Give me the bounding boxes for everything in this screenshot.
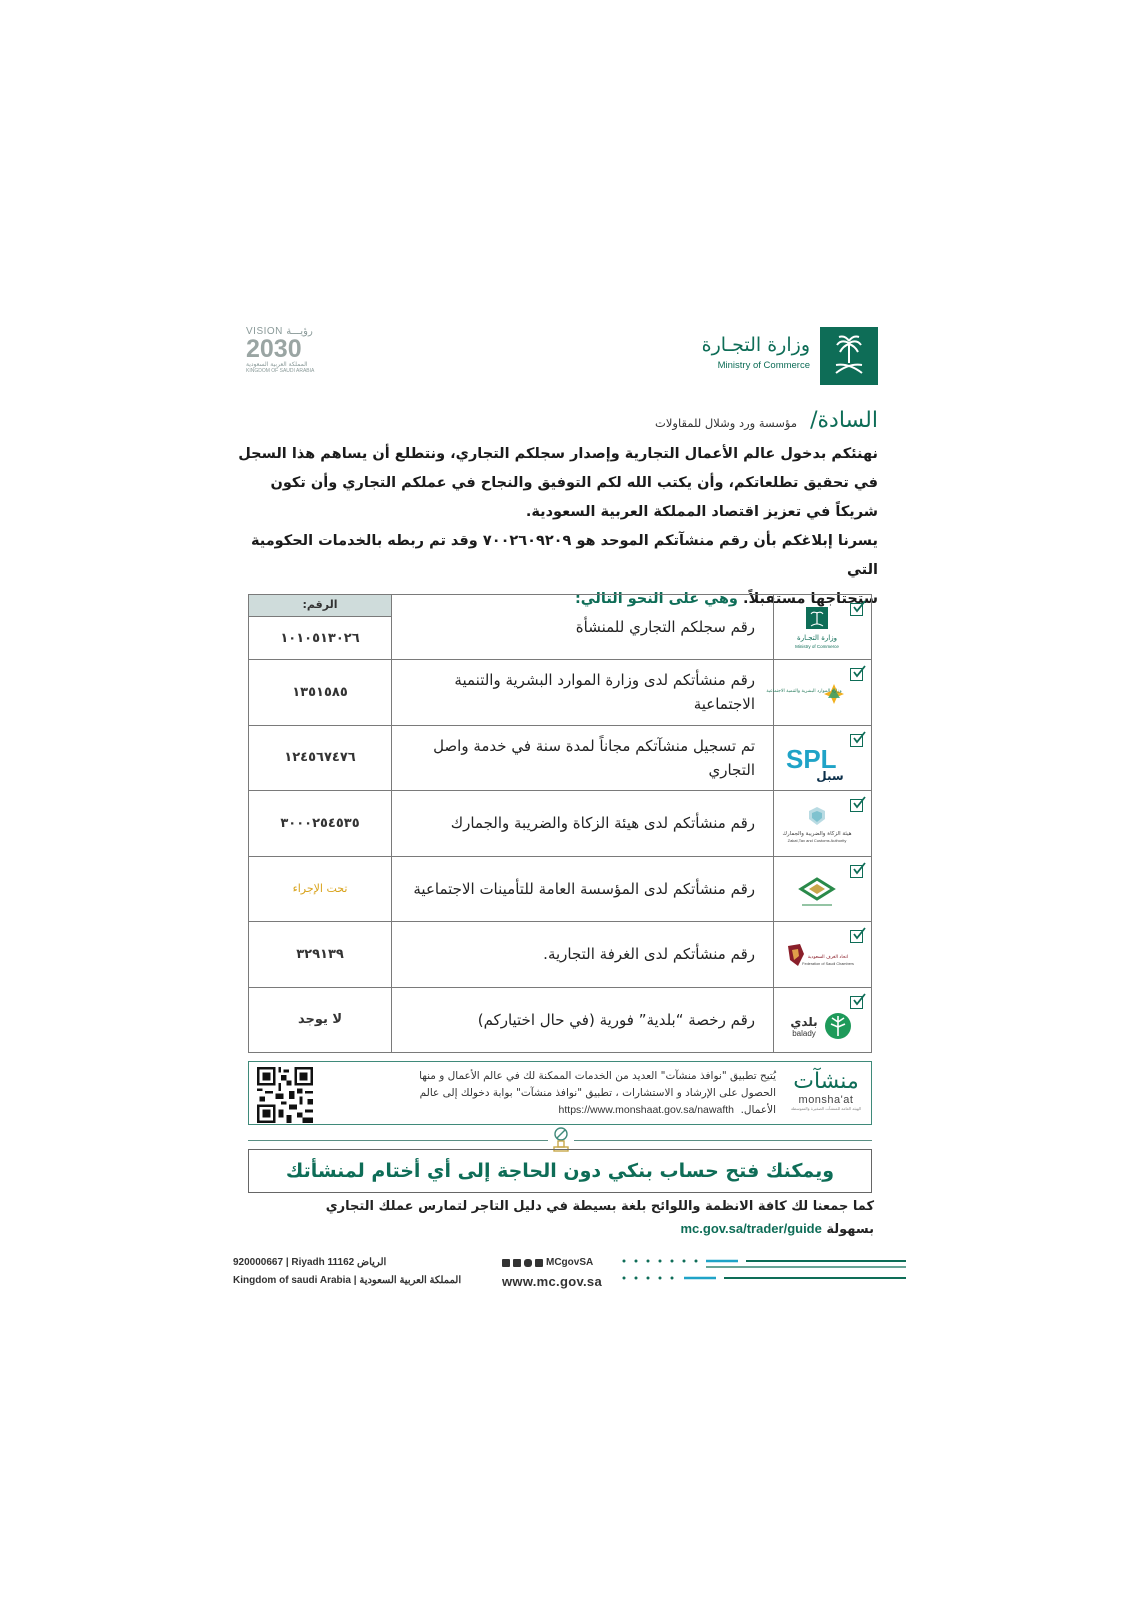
zatca-logo [782,803,852,847]
twitter-icon[interactable] [502,1259,510,1267]
ministry-emblem-icon [820,327,878,385]
fsc-logo [782,934,852,978]
qr-code-icon[interactable] [257,1067,313,1123]
monshaat-line-1: يُتيح تطبيق "نوافذ منشآت" العديد من الخدمات الممكنة لك في عالم الأعمال و منها [419,1070,776,1082]
table-logo-cell [773,791,871,856]
table-row-label: رقم منشأتكم لدى الغرفة التجارية. [391,922,773,987]
monshaat-logo-sub: الهيئة العامة للمنشآت الصغيرة والمتوسطة [790,1106,862,1111]
balady-logo-text: بلدي [790,1014,818,1029]
table-row-value: ٣٠٠٠٢٥٤٥٣٥ [280,815,360,831]
footer-decoration [620,1256,910,1288]
table-row-label: رقم منشأتكم لدى وزارة الموارد البشرية والتنمية الاجتماعية [391,660,773,725]
monshaat-url-link[interactable]: https://www.monshaat.gov.sa/nawafth [558,1104,734,1116]
fsc-logo-text: اتحاد الغرف السعودية [807,955,849,960]
monshaat-line-2: الحصول على الإرشاد و الاستشارات ، تطبيق "نوافذ منشآت" بوابة دخولك إلى عالم [419,1087,776,1099]
footer-social [502,1257,593,1268]
table-row-value: ٣٢٩١٣٩ [296,946,344,962]
facebook-icon[interactable] [513,1259,521,1267]
hrsd-logo-text: وزارة الموارد البشرية والتنمية الاجتماعية [766,689,842,694]
table-row [249,659,871,725]
table-row-label: رقم سجلكم التجاري للمنشأة [391,595,773,659]
ministry-name-ar: وزارة التجـارة [701,334,810,356]
vision-2030-logo [246,326,336,380]
footer-country: Kingdom of saudi Arabia | المملكة العربية السعودية [233,1275,462,1286]
table-row [249,595,871,659]
trader-guide-prefix: بسهولة [826,1222,874,1237]
table-row [249,790,871,856]
monshaat-promo-box [248,1061,872,1125]
youtube-icon[interactable] [535,1259,543,1267]
monshaat-line-3: الأعمال. [740,1104,776,1116]
social-handle: MCgovSA [546,1257,594,1268]
congrats-paragraph [238,440,878,527]
unified-number-line-2-dark: ستحتاجها مستقبلاً. [742,591,878,607]
monshaat-logo-en: monsha'at [798,1094,854,1106]
vision-year: 2030 [246,335,302,363]
trader-guide-link[interactable]: mc.gov.sa/trader/guide [680,1221,822,1236]
table-header-number: الرقم: [249,595,391,617]
table-logo-cell [773,726,871,791]
congrats-line-1: نهنئكم بدخول عالم الأعمال التجارية وإصدار سجلكم التجاري، ونتطلع أن يساهم هذا السجل [238,446,878,462]
table-row-value: ١٣٥١٥٨٥ [292,684,348,700]
table-row [249,921,871,987]
unified-number-line-2-green: وهي على النحو التالي: [574,591,743,607]
balady-logo [782,1000,852,1044]
salutation-title: السادة/ [810,408,878,433]
ministry-name-en: Ministry of Commerce [717,360,810,371]
footer-website-link[interactable]: www.mc.gov.sa [502,1274,602,1289]
zatca-logo-text-en: Zakat,Tax and Customs Authority [787,838,847,843]
unified-number-line-1: يسرنا إبلاغكم بأن رقم منشآتكم الموحد هو ٧٠٠٢٦٠٩٢٠٩ وقد تم ربطه بالخدمات الحكومية التي [250,533,878,578]
trader-guide-line-1: كما جمعنا لك كافة الانظمة واللوائح بلغة بسيطة في دليل التاجر لتمارس عملك التجاري [325,1199,874,1214]
table-logo-cell [773,595,871,659]
vision-sub-en: KINGDOM OF SAUDI ARABIA [246,368,315,374]
table-logo-cell [766,660,871,725]
table-row-value: ١٠١٠٥١٣٠٢٦ [280,630,360,646]
table-row [249,725,871,791]
table-row-value: ١٢٤٥٦٧٤٧٦ [284,750,356,766]
monshaat-logo [787,1070,865,1118]
company-name: مؤسسة ورد وشلال للمقاولات [655,416,798,430]
table-logo-cell [773,857,871,922]
trader-guide-line-2 [314,1221,874,1237]
hrsd-logo [766,672,852,716]
zatca-logo-text: هيئة الزكاة والضريبة والجمارك [782,831,852,837]
spl-logo-text-ar: سبل [816,768,844,783]
gosi-logo [782,869,852,913]
spl-logo [782,738,852,782]
balady-logo-text-en: balady [792,1028,816,1038]
table-row [249,987,871,1053]
table-row-label: رقم رخصة “بلدية” فورية (في حال اختياركم) [391,988,773,1053]
table-row-label: رقم منشأتكم لدى المؤسسة العامة للتأمينات الاجتماعية [391,857,773,922]
spl-logo-text: SPL [786,743,837,774]
table-row-label: رقم منشأتكم لدى هيئة الزكاة والضريبة والجمارك [391,791,773,856]
ministry-of-commerce-logo [782,607,852,651]
table-row-value-pending: تحت الإجراء [292,882,348,896]
congrats-line-2: في تحقيق تطلعاتكم، وأن يكتب الله لكم التوفيق والنجاح في عملكم التجاري وأن تكون [270,475,878,491]
moc-logo-text: وزارة التجـارة [797,634,837,642]
salutation [278,408,878,433]
registrations-table [248,594,872,1053]
instagram-icon[interactable] [524,1259,532,1267]
vision-sub-ar: المملكة العربية السعودية [246,361,308,368]
table-logo-cell [773,988,871,1053]
table-row-label: تم تسجيل منشآتكم مجاناً لمدة سنة في خدمة واصل التجاري [391,726,773,791]
moc-logo-text-en: Ministry of Commerce [795,644,839,649]
monshaat-logo-ar: منشآت [793,1069,859,1094]
footer-contact: 920000667 | Riyadh 11162 الرياض [233,1257,387,1268]
table-logo-cell [773,922,871,987]
vision-label: VISION رؤيـــة [246,326,313,337]
table-row-value: لا يوجد [297,1012,343,1028]
bank-account-notice: ويمكنك فتح حساب بنكي دون الحاجة إلى أي أختام لمنشأتك [248,1149,872,1193]
table-row [249,856,871,922]
fsc-logo-text-en: Federation of Saudi Chambers [802,962,854,966]
congrats-line-3: شريكاً في تعزيز اقتصاد المملكة العربية السعودية. [525,504,878,520]
